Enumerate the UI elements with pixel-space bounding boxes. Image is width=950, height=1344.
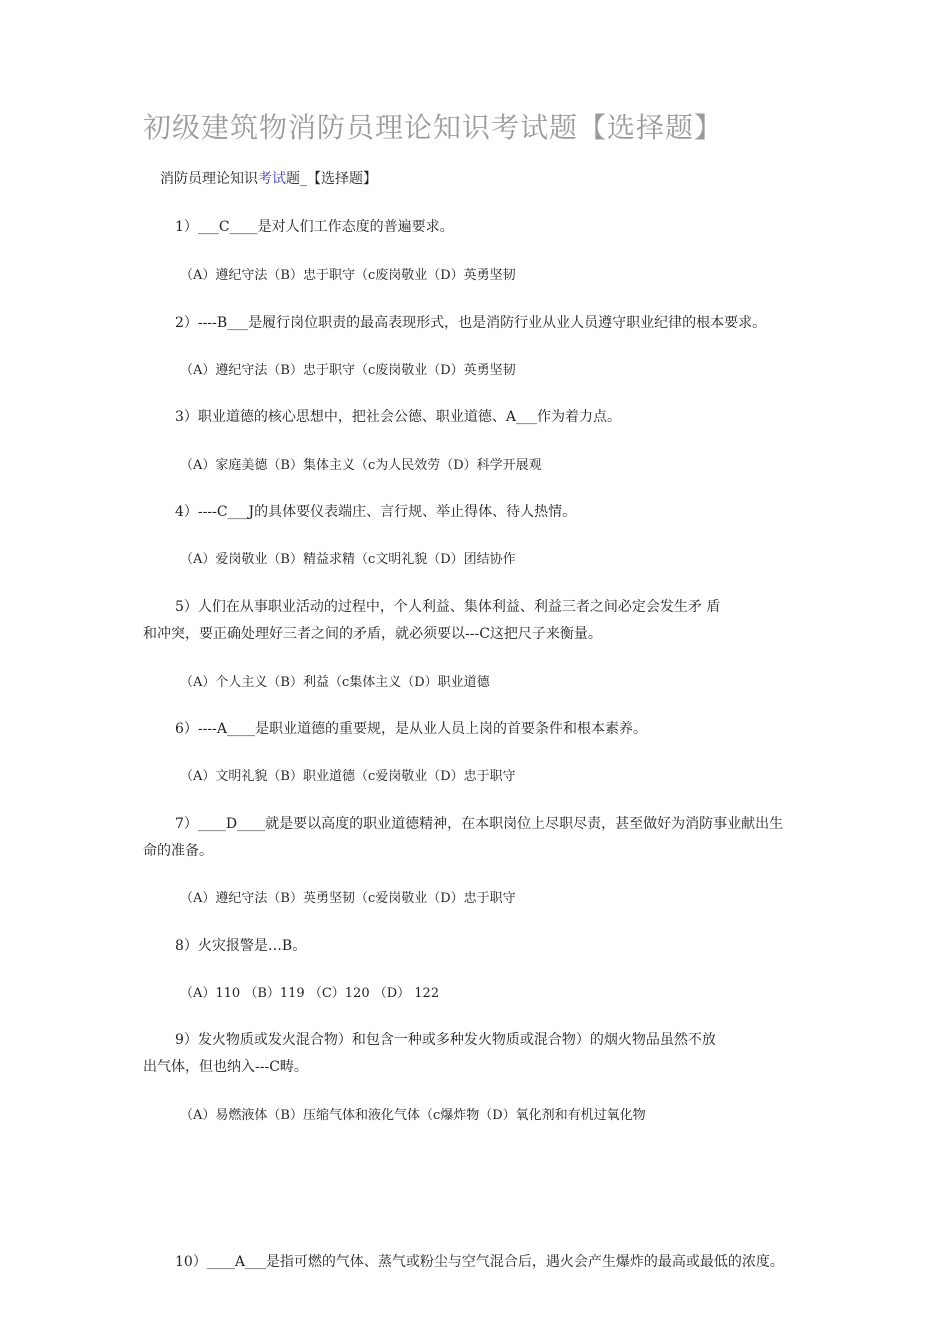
question-8: 8）火灾报警是…B。 <box>175 938 307 954</box>
question-6: 6）----A____是职业道德的重要规，是从业人员上岗的首要条件和根本素养。 <box>175 721 647 737</box>
question-1-options: （A）遵纪守法（B）忠于职守（c废岗敬业（D）英勇坚韧 <box>180 268 516 283</box>
document-title: 初级建筑物消防员理论知识考试题【选择题】 <box>143 111 724 144</box>
question-3: 3）职业道德的核心思想中，把社会公德、职业道德、A___作为着力点。 <box>175 409 622 425</box>
question-5: 5）人们在从事职业活动的过程中，个人利益、集体利益、利益三者之间必定会发生矛 盾 <box>175 599 721 615</box>
question-4: 4）----C___J的具体要仪表端庄、言行规、举止得体、待人热情。 <box>175 504 577 520</box>
subtitle-link-exam[interactable]: 考试 <box>258 171 286 187</box>
question-2-options: （A）遵纪守法（B）忠于职守（c废岗敬业（D）英勇坚韧 <box>180 363 516 378</box>
question-4-options: （A）爱岗敬业（B）精益求精（c文明礼貌（D）团结协作 <box>180 552 516 567</box>
question-7-continued: 命的准备。 <box>143 843 213 859</box>
subtitle-text-end: 题_【选择题】 <box>286 171 377 187</box>
document-subtitle <box>160 168 377 188</box>
question-7-options: （A）遵纪守法（B）英勇坚韧（c爱岗敬业（D）忠于职守 <box>180 891 516 906</box>
question-7: 7）____D____就是要以高度的职业道德精神，在本职岗位上尽职尽责，甚至做好为消防事业献出生 <box>175 816 784 832</box>
question-10: 10）____A___是指可燃的气体、蒸气或粉尘与空气混合后，遇火会产生爆炸的最高或最低的浓度。 <box>175 1254 784 1270</box>
question-8-options: （A）110 （B）119 （C）120 （D） 122 <box>180 986 440 1001</box>
question-9-options: （A）易燃液体（B）压缩气体和液化气体（c爆炸物（D）氧化剂和有机过氧化物 <box>180 1108 646 1123</box>
question-5-continued: 和冲突，要正确处理好三者之间的矛盾，就必须要以---C这把尺子来衡量。 <box>143 626 602 642</box>
question-5-options: （A）个人主义（B）利益（c集体主义（D）职业道德 <box>180 675 490 690</box>
question-9: 9）发火物质或发火混合物）和包含一种或多种发火物质或混合物）的烟火物品虽然不放 <box>175 1032 716 1048</box>
question-2: 2）----B___是履行岗位职责的最高表现形式，也是消防行业从业人员遵守职业纪律的根本要求。 <box>175 315 767 331</box>
question-9-continued: 出气体，但也纳入---C畴。 <box>143 1059 308 1075</box>
question-1: 1）___C____是对人们工作态度的普遍要求。 <box>175 219 454 235</box>
question-3-options: （A）家庭美德（B）集体主义（c为人民效劳（D）科学开展观 <box>180 458 542 473</box>
question-6-options: （A）文明礼貌（B）职业道德（c爱岗敬业（D）忠于职守 <box>180 769 516 784</box>
subtitle-text-start: 消防员理论知识 <box>160 171 258 187</box>
